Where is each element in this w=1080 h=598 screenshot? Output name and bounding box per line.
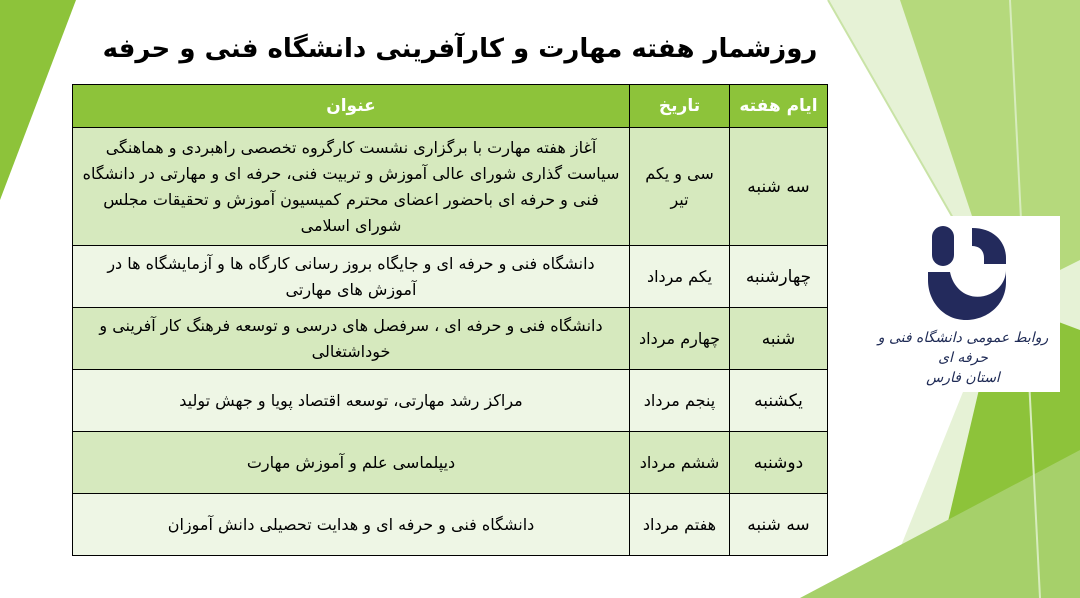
schedule-table: [72, 84, 828, 556]
header-date: تاریخ: [630, 85, 730, 128]
logo-caption-line2: استان فارس: [926, 370, 1000, 386]
header-subject: عنوان: [73, 85, 630, 128]
university-logo-icon: [914, 220, 1014, 324]
row-subject: دانشگاه فنی و حرفه ای و جایگاه بروز رسانی کارگاه ها و آزمایشگاه ها در آموزش های مهارتی: [73, 246, 630, 308]
table-row: [73, 370, 828, 432]
row-date: پنجم مرداد: [630, 370, 730, 432]
row-subject: دیپلماسی علم و آموزش مهارت: [73, 432, 630, 494]
left-green-stripe: [0, 0, 76, 200]
logo-left-stroke: [932, 226, 954, 266]
row-day: یکشنبه: [730, 370, 828, 432]
logo-panel: [866, 216, 1060, 392]
row-subject: دانشگاه فنی و حرفه ای و هدایت تحصیلی دانش آموزان: [73, 494, 630, 556]
row-subject: آغاز هفته مهارت با برگزاری نشست کارگروه تخصصی راهبردی و هماهنگی سیاست گذاری شورای عالی آموزش و تربیت فنی، حرفه ای و مهارتی در دانشگاه فنی و حرفه ای باحضور اعضای محترم کمیسیون آموزش و تحقیقات مجلس شورای اسلامی: [73, 128, 630, 246]
header-day: ایام هفته: [730, 85, 828, 128]
row-day: سه شنبه: [730, 128, 828, 246]
logo-caption-line1: روابط عمومی دانشگاه فنی و حرفه ای: [877, 330, 1049, 366]
row-day: دوشنبه: [730, 432, 828, 494]
page-title: روزشمار هفته مهارت و کارآفرینی دانشگاه فنی و حرفه: [102, 34, 818, 64]
table-row: [73, 246, 828, 308]
row-day: شنبه: [730, 308, 828, 370]
table-row: [73, 128, 828, 246]
table-row: [73, 308, 828, 370]
row-day: سه شنبه: [730, 494, 828, 556]
row-subject: مراکز رشد مهارتی، توسعه اقتصاد پویا و جهش تولید: [73, 370, 630, 432]
row-date: هفتم مرداد: [630, 494, 730, 556]
logo-inner-ring: [962, 266, 982, 286]
row-subject: دانشگاه فنی و حرفه ای ، سرفصل های درسی و توسعه فرهنگ کار آفرینی و خوداشتغالی: [73, 308, 630, 370]
table-header-row: [73, 85, 828, 128]
logo-caption: [870, 328, 1056, 388]
row-date: سی و یکم تیر: [630, 128, 730, 246]
row-date: یکم مرداد: [630, 246, 730, 308]
row-day: چهارشنبه: [730, 246, 828, 308]
row-date: چهارم مرداد: [630, 308, 730, 370]
table-row: [73, 432, 828, 494]
table-row: [73, 494, 828, 556]
logo-top-arc: [972, 228, 1006, 264]
row-date: ششم مرداد: [630, 432, 730, 494]
